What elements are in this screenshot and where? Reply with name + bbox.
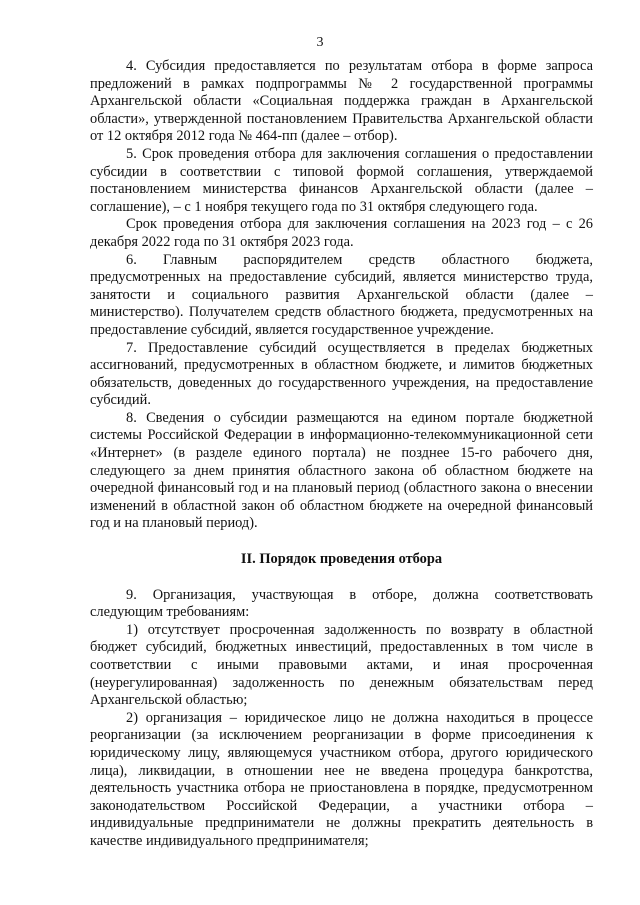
document-body xyxy=(90,58,593,851)
paragraph-4: 4. Субсидия предоставляется по результатам отбора в форме запроса предложений в рамках подпрограммы № 2 государственной программы Архангельской области «Социальная поддержка граждан в Архангельской области», утвержденной постановлением Правительства Архангельской области от 12 октября 2012 года № 464-пп (далее – отбор). xyxy=(90,58,593,145)
paragraph-5-2023: Срок проведения отбора для заключения соглашения на 2023 год – с 26 декабря 2022 года по 31 октября 2023 года. xyxy=(90,216,593,250)
section-heading: II. Порядок проведения отбора xyxy=(240,551,443,568)
paragraph-5: 5. Срок проведения отбора для заключения соглашения о предоставлении субсидии в соответствии с типовой формой соглашения, утверждаемой постановлением министерства финансов Архангельской области (далее – соглашение), – с 1 ноября текущего года по 31 октября следующего года. xyxy=(90,145,593,215)
paragraph-8: 8. Сведения о субсидии размещаются на едином портале бюджетной системы Российской Федерации в информационно-телекоммуникационной сети «Интернет» (в разделе единого портала) не позднее 15-го рабочего дня, следующего за днем принятия областного закона об областном бюджете на очередной финансовый год и на плановый период (областного закона о внесении изменений в областной закон об областном бюджете на очередной финансовый год и на плановый период). xyxy=(90,409,593,532)
paragraph-7: 7. Предоставление субсидий осуществляется в пределах бюджетных ассигнований, предусмотренных в областном бюджете, и лимитов бюджетных обязательств, доведенных до государственного учреждения, на предоставление субсидий. xyxy=(90,339,593,409)
page-number: 3 xyxy=(316,35,324,50)
paragraph-9-item-2: 2) организация – юридическое лицо не должна находиться в процессе реорганизации (за исключением реорганизации в форме присоединения к юридическому лицу, являющемуся участником отбора, другого юридического лица), ликвидации, в отношении нее не введена процедура банкротства, деятельность участника отбора не приостановлена в порядке, предусмотренном законодательством Российской Федерации, а участники отбора – индивидуальные предприниматели не должны прекратить деятельность в качестве индивидуального предпринимателя; xyxy=(90,709,593,849)
paragraph-6: 6. Главным распорядителем средств областного бюджета, предусмотренных на предоставление субсидий, является министерство труда, занятости и социального развития Архангельской области (далее – министерство). Получателем средств областного бюджета, предусмотренных на предоставление субсидий, является государственное учреждение. xyxy=(90,251,593,338)
paragraph-9: 9. Организация, участвующая в отборе, должна соответствовать следующим требованиям: xyxy=(90,586,593,621)
paragraph-9-item-1: 1) отсутствует просроченная задолженность по возврату в областной бюджет субсидий, бюджетных инвестиций, предоставленных в том числе в соответствии с иными правовыми актами, и иная просроченная (неурегулированная) задолженность по денежным обязательствам перед Архангельской областью; xyxy=(90,621,593,709)
